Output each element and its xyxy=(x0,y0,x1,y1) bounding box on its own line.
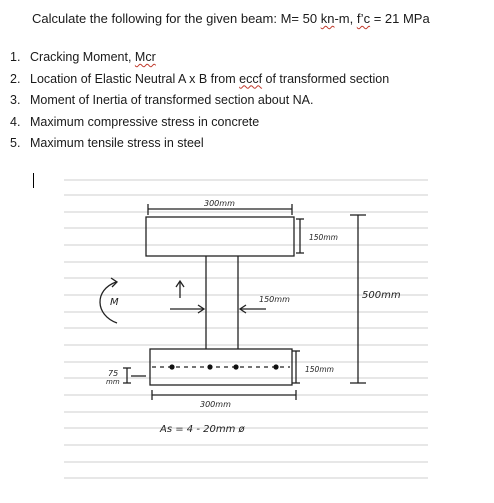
heading-prefix: Calculate the following for the given beam: M= 50 xyxy=(32,11,321,26)
heading-unit-kn: kn xyxy=(320,11,335,26)
bottom-width-label: 300mm xyxy=(200,400,231,409)
bottom-depth-label: 150mm xyxy=(305,365,334,374)
question-number: 1. xyxy=(10,50,21,64)
heading-suffix: = 21 MPa xyxy=(370,11,430,26)
heading-unit-mid: -m, xyxy=(334,11,357,26)
steel-area-label: As = 4 - 20mm ø xyxy=(160,424,245,435)
question-text: Maximum tensile stress in steel xyxy=(30,136,204,150)
question-text: Location of Elastic Neutral A x B from xyxy=(30,71,240,86)
cover-label-top: 75 xyxy=(108,369,119,378)
question-number: 5. xyxy=(10,136,21,150)
flange-depth-label: 150mm xyxy=(309,233,338,242)
top-width-label: 300mm xyxy=(204,199,235,208)
cover-label-bottom: mm xyxy=(106,378,120,386)
question-number: 3. xyxy=(10,93,21,107)
question-number: 2. xyxy=(10,71,21,86)
question-marked-word: Mcr xyxy=(134,50,156,64)
question-text: Moment of Inertia of transformed section about NA. xyxy=(30,93,314,107)
question-text: Cracking Moment, xyxy=(30,50,135,64)
question-text: Maximum compressive stress in concrete xyxy=(30,114,260,129)
flange xyxy=(146,217,294,256)
web-width-label: 150mm xyxy=(259,295,290,304)
question-marked-word: eccf xyxy=(239,71,263,86)
moment-label: M xyxy=(110,297,119,308)
question-text-after: of transformed section xyxy=(262,71,390,86)
total-depth-label: 500mm xyxy=(362,290,401,301)
ruled-lines xyxy=(64,180,428,478)
heading-fc: f’c xyxy=(356,11,371,26)
question-number: 4. xyxy=(10,114,21,129)
